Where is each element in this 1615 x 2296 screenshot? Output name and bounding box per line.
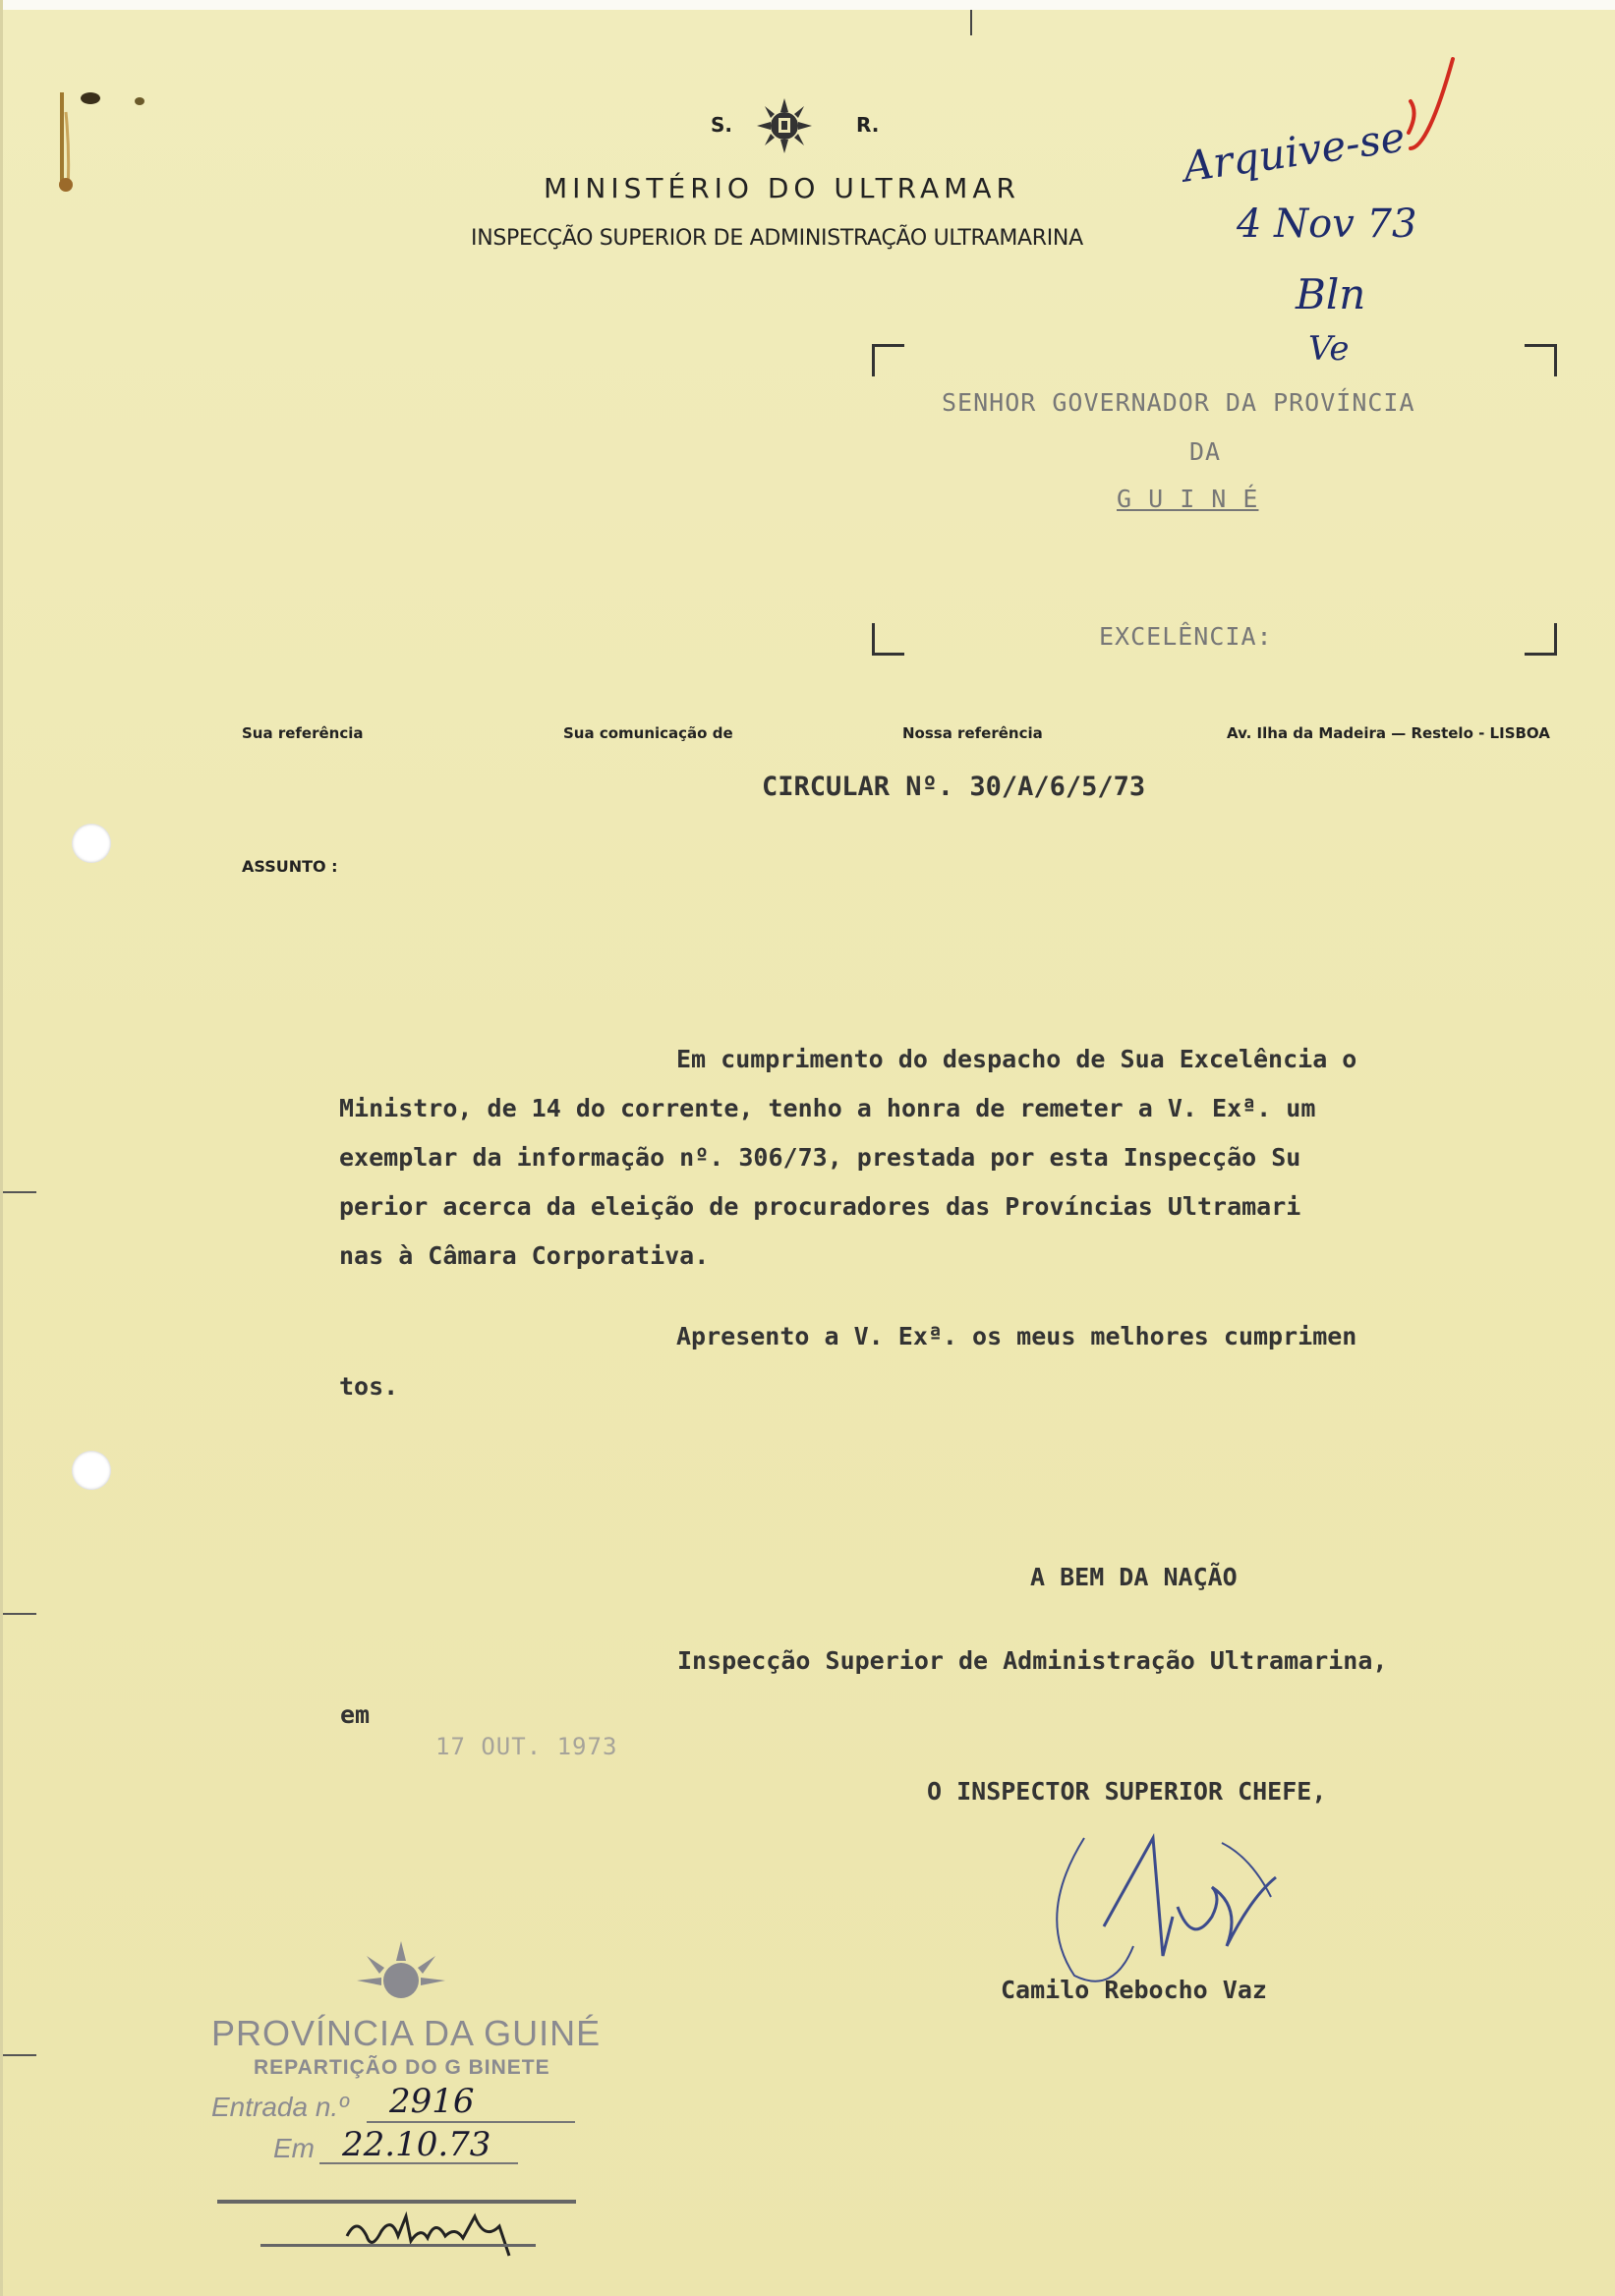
addressee-line-1: SENHOR GOVERNADOR DA PROVÍNCIA (942, 388, 1415, 417)
stamp-bottom-rule-2 (260, 2244, 536, 2247)
body-paragraph-2-line-2: tos. (339, 1372, 399, 1401)
margin-tick (3, 1191, 36, 1193)
handwritten-signature (1015, 1799, 1330, 1995)
label-nossa-referencia: Nossa referência (902, 724, 1043, 742)
punch-hole-top (72, 824, 111, 863)
coat-of-arms-emblem (755, 96, 814, 155)
stamp-office: REPARTIÇÃO DO G BINETE (254, 2056, 550, 2079)
s-letter: S. (711, 113, 733, 137)
margin-tick (3, 2054, 36, 2056)
label-sua-referencia: Sua referência (242, 724, 364, 742)
inspection-name: INSPECÇÃO SUPERIOR DE ADMINISTRAÇÃO ULTRAMARINA (471, 226, 1083, 251)
fold-mark (970, 10, 972, 35)
staple-mark (46, 83, 154, 201)
window-corner-br (1525, 623, 1557, 656)
ministry-address: Av. Ilha da Madeira — Restelo - LISBOA (1227, 724, 1550, 742)
salutation: EXCELÊNCIA: (1099, 622, 1273, 651)
closing-em: em (340, 1700, 371, 1729)
closing-motto: A BEM DA NAÇÃO (1030, 1563, 1238, 1591)
date-stamp: 17 OUT. 1973 (435, 1733, 618, 1760)
stamp-initials (337, 2197, 534, 2266)
addressee-line-2: DA (1189, 437, 1222, 466)
body-paragraph-1-line-1: Em cumprimento do despacho de Sua Excelência o (676, 1045, 1357, 1073)
body-paragraph-1-line-2: Ministro, de 14 do corrente, tenho a honra de remeter a V. Exª. um (339, 1094, 1316, 1122)
body-paragraph-1-line-4: perior acerca da eleição de procuradores das Províncias Ultramari (339, 1192, 1301, 1221)
stamp-province: PROVÍNCIA DA GUINÉ (211, 2013, 602, 2053)
signatory-name: Camilo Rebocho Vaz (1001, 1976, 1267, 2004)
label-assunto: ASSUNTO : (242, 857, 338, 876)
body-paragraph-1-line-3: exemplar da informação nº. 306/73, prestada por esta Inspecção Su (339, 1143, 1301, 1172)
closing-institution: Inspecção Superior de Administração Ultramarina, (677, 1646, 1388, 1675)
handwritten-date: 4 Nov 73 (1237, 201, 1417, 247)
top-edge (3, 0, 1615, 10)
stamp-entrada-label: Entrada n.º (211, 2092, 349, 2122)
ministry-name: MINISTÉRIO DO ULTRAMAR (544, 172, 1020, 204)
signatory-title: O INSPECTOR SUPERIOR CHEFE, (927, 1777, 1327, 1806)
red-checkmark (1379, 54, 1458, 162)
label-sua-comunicacao: Sua comunicação de (563, 724, 733, 742)
stamp-em-label: Em (273, 2133, 315, 2163)
window-corner-tr (1525, 344, 1557, 376)
margin-tick (3, 1613, 36, 1615)
stamp-em-date: 22.10.73 (342, 2125, 491, 2164)
body-paragraph-2-line-1: Apresento a V. Exª. os meus melhores cumprimen (676, 1322, 1357, 1350)
stamp-entrada-line (367, 2121, 575, 2123)
province-emblem (347, 1936, 455, 2015)
punch-hole-bottom (72, 1451, 111, 1490)
circular-number: CIRCULAR Nº. 30/A/6/5/73 (762, 772, 1146, 802)
body-paragraph-1-line-5: nas à Câmara Corporativa. (339, 1241, 710, 1270)
r-letter: R. (856, 113, 880, 137)
handwritten-initials: Bln (1296, 270, 1366, 318)
window-corner-tl (872, 344, 904, 376)
addressee-guine: G U I N É (1117, 485, 1259, 513)
handwritten-mark: Ve (1308, 329, 1350, 369)
window-corner-bl (872, 623, 904, 656)
stamp-entrada-number: 2916 (389, 2082, 475, 2121)
handwritten-archive-note: Arquive-se (1180, 112, 1409, 192)
